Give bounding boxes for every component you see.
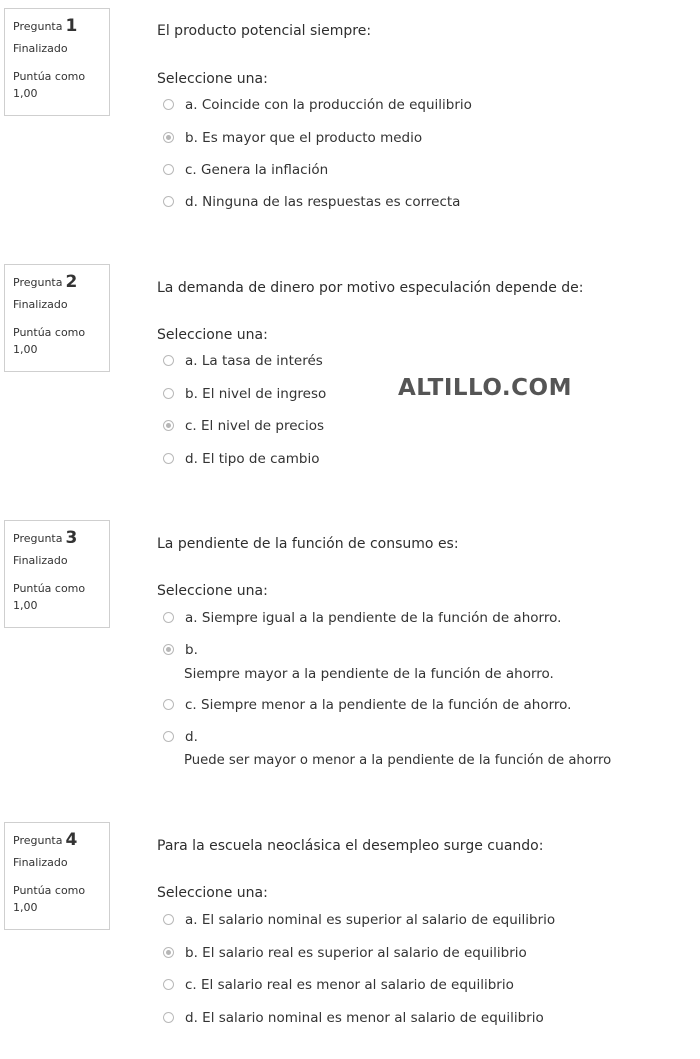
answer-text: La tasa de interés — [201, 353, 323, 369]
question-info-box — [4, 520, 110, 628]
answer-letter: b. — [185, 130, 198, 146]
radio-button[interactable] — [163, 99, 174, 110]
question-state: Finalizado — [13, 856, 68, 869]
answer-option-a[interactable] — [163, 608, 561, 628]
answer-letter: a. — [185, 97, 198, 113]
answer-text: Ninguna de las respuestas es correcta — [202, 194, 461, 210]
radio-button[interactable] — [163, 196, 174, 207]
question-number: 2 — [65, 272, 78, 292]
question-state: Finalizado — [13, 554, 68, 567]
radio-button[interactable] — [163, 1012, 174, 1023]
answer-letter: a. — [185, 610, 198, 626]
answer-letter: d. — [185, 1010, 198, 1026]
answer-letter: c. — [185, 977, 197, 993]
answer-letter: d. — [185, 729, 198, 745]
radio-button[interactable] — [163, 355, 174, 366]
radio-button-selected[interactable] — [163, 644, 174, 655]
radio-button[interactable] — [163, 388, 174, 399]
question-label: Pregunta — [13, 532, 63, 545]
question-info-box — [4, 8, 110, 116]
select-prompt: Seleccione una: — [157, 71, 268, 87]
answer-text: El nivel de ingreso — [202, 386, 327, 402]
radio-button[interactable] — [163, 164, 174, 175]
answer-option-a[interactable] — [163, 95, 472, 115]
answer-option-d[interactable] — [163, 192, 460, 212]
watermark-text: ALTILLO.COM — [398, 375, 572, 401]
answer-letter: b. — [185, 386, 198, 402]
answer-text: Coincide con la producción de equilibrio — [201, 97, 472, 113]
answer-text: Siempre igual a la pendiente de la función de ahorro. — [201, 610, 562, 626]
question-text: El producto potencial siempre: — [157, 23, 372, 39]
answer-letter: b. — [185, 945, 198, 961]
answer-letter: c. — [185, 697, 197, 713]
question-label: Pregunta — [13, 276, 63, 289]
radio-button-selected[interactable] — [163, 947, 174, 958]
question-info-box — [4, 822, 110, 930]
question-mark: Puntúa como 1,00 — [13, 884, 86, 914]
answer-option-c[interactable] — [163, 975, 514, 995]
answer-text: Siempre menor a la pendiente de la función de ahorro. — [201, 697, 572, 713]
answer-letter: d. — [185, 194, 198, 210]
answer-text: Es mayor que el producto medio — [202, 130, 423, 146]
answer-text: Siempre mayor a la pendiente de la función de ahorro. — [184, 666, 554, 682]
answer-option-b[interactable] — [163, 128, 422, 148]
question-info-box — [4, 264, 110, 372]
answer-letter: c. — [185, 418, 197, 434]
question-mark: Puntúa como 1,00 — [13, 70, 86, 100]
radio-button[interactable] — [163, 731, 174, 742]
select-prompt: Seleccione una: — [157, 583, 268, 599]
answer-text: El salario real es menor al salario de equilibrio — [201, 977, 514, 993]
answer-option-c[interactable] — [163, 160, 328, 180]
answer-option-b[interactable] — [163, 943, 527, 963]
select-prompt: Seleccione una: — [157, 327, 268, 343]
answer-option-a[interactable] — [163, 910, 555, 930]
answer-letter: b. — [185, 642, 198, 658]
question-label: Pregunta — [13, 20, 63, 33]
question-number: 3 — [65, 528, 78, 548]
answer-option-d[interactable] — [163, 449, 320, 469]
answer-text: Genera la inflación — [201, 162, 329, 178]
answer-letter: a. — [185, 912, 198, 928]
answer-option-b[interactable] — [163, 640, 554, 682]
question-label: Pregunta — [13, 834, 63, 847]
question-text: Para la escuela neoclásica el desempleo surge cuando: — [157, 838, 544, 854]
question-number: 1 — [65, 16, 78, 36]
radio-button-selected[interactable] — [163, 132, 174, 143]
question-mark: Puntúa como 1,00 — [13, 582, 86, 612]
answer-option-c[interactable] — [163, 695, 571, 715]
answer-text: El salario nominal es superior al salario de equilibrio — [201, 912, 556, 928]
answer-option-d[interactable] — [163, 1008, 544, 1028]
radio-button[interactable] — [163, 914, 174, 925]
answer-letter: c. — [185, 162, 197, 178]
radio-button[interactable] — [163, 612, 174, 623]
question-text: La pendiente de la función de consumo es: — [157, 536, 459, 552]
question-mark: Puntúa como 1,00 — [13, 326, 86, 356]
question-state: Finalizado — [13, 298, 68, 311]
answer-option-d[interactable] — [163, 727, 612, 768]
radio-button[interactable] — [163, 453, 174, 464]
answer-option-b[interactable] — [163, 384, 326, 404]
radio-button-selected[interactable] — [163, 420, 174, 431]
answer-letter: d. — [185, 451, 198, 467]
question-number: 4 — [65, 830, 78, 850]
radio-button[interactable] — [163, 979, 174, 990]
answer-text: Puede ser mayor o menor a la pendiente de la función de ahorro — [184, 753, 612, 768]
answer-letter: a. — [185, 353, 198, 369]
select-prompt: Seleccione una: — [157, 885, 268, 901]
question-text: La demanda de dinero por motivo especulación depende de: — [157, 280, 584, 296]
answer-text: El tipo de cambio — [202, 451, 320, 467]
radio-button[interactable] — [163, 699, 174, 710]
answer-text: El nivel de precios — [201, 418, 324, 434]
answer-text: El salario nominal es menor al salario de equilibrio — [202, 1010, 544, 1026]
answer-option-a[interactable] — [163, 351, 323, 371]
answer-option-c[interactable] — [163, 416, 324, 436]
question-state: Finalizado — [13, 42, 68, 55]
answer-text: El salario real es superior al salario de equilibrio — [202, 945, 527, 961]
